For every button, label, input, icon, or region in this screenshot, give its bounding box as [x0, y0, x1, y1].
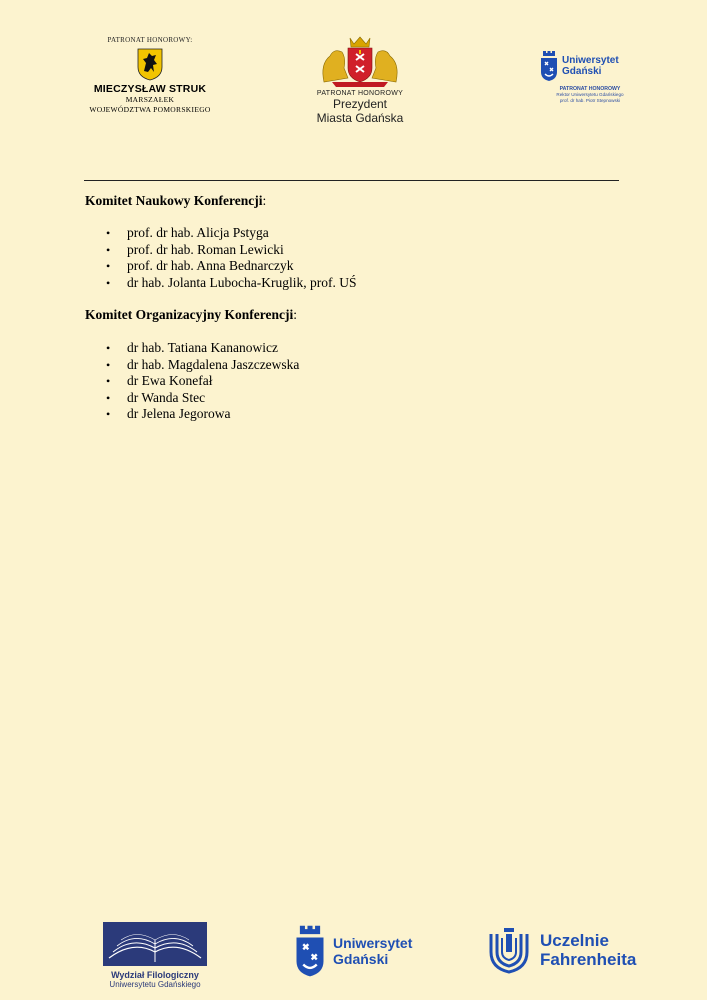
list-item: • dr Wanda Stec	[85, 390, 299, 407]
header-divider	[84, 180, 619, 181]
list-item: • dr hab. Tatiana Kananowicz	[85, 340, 299, 357]
ug-footer-line2: Gdański	[333, 951, 389, 967]
patron-label: PATRONAT HONOROWY	[559, 86, 621, 92]
patron-line1: Rektor Uniwersytetu Gdańskiego	[556, 92, 624, 97]
patron-marshal	[70, 36, 230, 115]
scientific-committee-list	[85, 225, 356, 291]
list-item: • prof. dr hab. Roman Lewicki	[85, 242, 356, 259]
list-item: • dr hab. Jolanta Lubocha-Kruglik, prof. UŚ	[85, 275, 356, 292]
list-item: • prof. dr hab. Anna Bednarczyk	[85, 258, 356, 275]
ug-logo	[540, 50, 640, 82]
griffin-emblem-icon	[136, 47, 164, 81]
faculty-logo-line1: Wydział Filologiczny	[111, 970, 199, 980]
list-item: • prof. dr hab. Alicja Pstyga	[85, 225, 356, 242]
ug-logo-line1: Uniwersytet	[562, 55, 619, 66]
fahrenheit-logo-line1: Uczelnie	[540, 931, 609, 950]
list-item: • dr Jelena Jegorowa	[85, 406, 299, 423]
ug-footer-logo	[294, 924, 412, 978]
faculty-logo-line2: Uniwersytetu Gdańskiego	[109, 980, 201, 989]
organizing-committee-list	[85, 340, 299, 423]
fahrenheit-logo-line2: Fahrenheita	[540, 950, 637, 969]
fahrenheit-universities-logo	[487, 926, 636, 974]
ug-logo-line2: Gdański	[562, 66, 602, 77]
patron-name: MIECZYSŁAW STRUK	[93, 83, 207, 95]
section-title-scientific-committee: Komitet Naukowy Konferencji:	[85, 193, 267, 208]
patron-line2: prof. dr hab. Piotr Stepnowski	[559, 97, 621, 103]
fahrenheit-crest-icon	[487, 926, 531, 974]
patron-title-line2: WOJEWÓDZTWA POMORSKIEGO	[89, 105, 211, 114]
list-item: • dr hab. Magdalena Jaszczewska	[85, 357, 299, 374]
patron-name-line2: Miasta Gdańska	[316, 111, 404, 125]
open-book-icon	[103, 922, 207, 966]
section-title-organizing-committee: Komitet Organizacyjny Konferencji:	[85, 307, 297, 322]
ug-crest-icon	[540, 50, 558, 82]
faculty-logo	[95, 922, 215, 989]
patron-label: PATRONAT HONOROWY	[316, 90, 404, 97]
ug-crest-icon	[294, 924, 326, 978]
gdansk-coat-of-arms-icon	[310, 34, 410, 88]
patron-name-line1: Prezydent	[332, 97, 388, 111]
patron-rector	[540, 50, 640, 103]
ug-footer-line1: Uniwersytet	[333, 935, 413, 951]
patron-label: PATRONAT HONOROWY:	[107, 36, 193, 44]
patron-title-line1: MARSZAŁEK	[125, 95, 175, 104]
patron-mayor	[290, 34, 430, 125]
list-item: • dr Ewa Konefał	[85, 373, 299, 390]
